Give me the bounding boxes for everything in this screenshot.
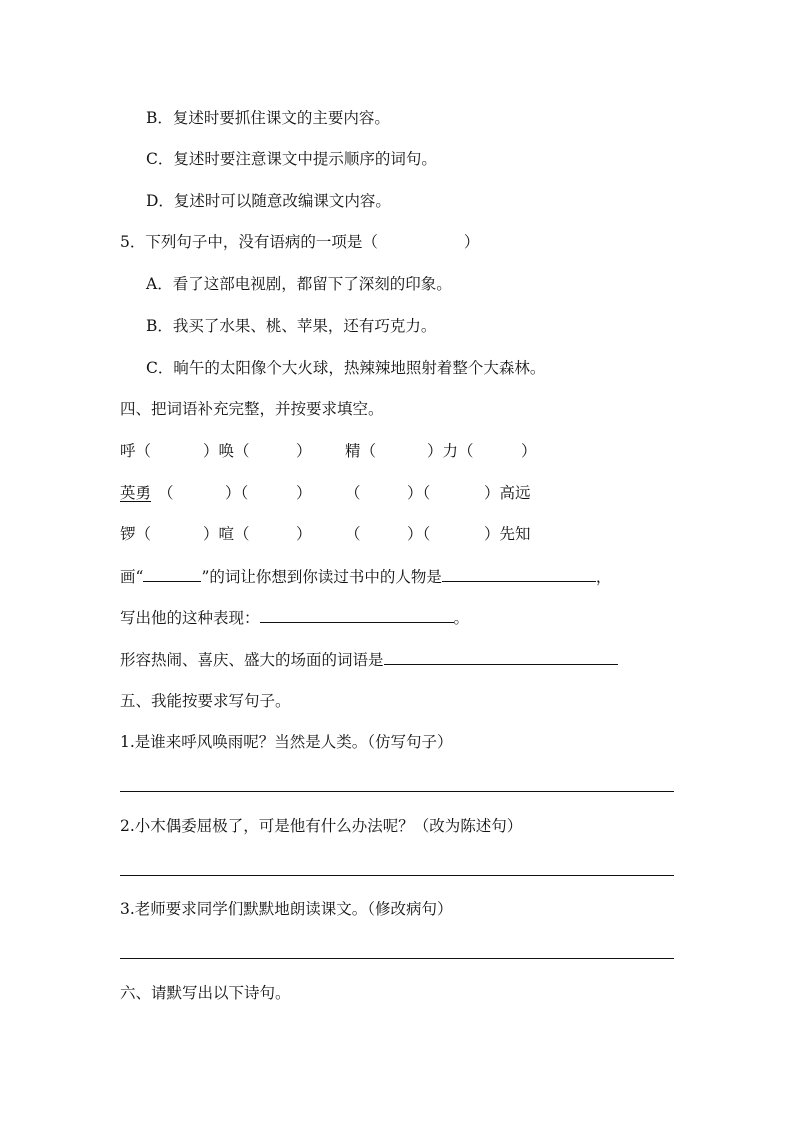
row1-cell-4: 精（ [345, 442, 377, 460]
fill-line-1 [120, 565, 611, 588]
underlined-word: 英勇 [120, 484, 152, 502]
fill-line-2 [120, 606, 469, 629]
section4-heading: 四、把词语补充完整，并按要求填空。 [120, 400, 384, 418]
section5-q2-answer-line[interactable] [120, 875, 674, 876]
q5-option-c: C．晌午的太阳像个大火球，热辣辣地照射着整个大森林。 [146, 359, 546, 377]
section5-q3-answer-line[interactable] [120, 958, 674, 959]
q4-option-b: B．复述时要抓住课文的主要内容。 [146, 109, 390, 127]
section5-q1-answer-line[interactable] [120, 791, 674, 792]
row3-cell-3: ） [296, 525, 312, 543]
row2-cell-4: （ [345, 484, 361, 502]
fill1-mid: ”的词让你想到你读过书中的人物是 [201, 568, 442, 586]
q5-stem-close: ） [463, 233, 480, 251]
fill3-prefix: 形容热闹、喜庆、盛大的场面的词语是 [120, 651, 384, 669]
section5-q1: 1.是谁来呼风唤雨呢？当然是人类。（仿写句子） [120, 733, 453, 751]
row2-cell-3: ） [296, 484, 312, 502]
row1-cell-1: 呼（ [120, 442, 152, 460]
q5-option-a: A．看了这部电视剧，都留下了深刻的印象。 [146, 275, 452, 293]
q5-stem [120, 231, 479, 253]
fill-line-3 [120, 648, 618, 671]
row1-cell-6: ） [521, 442, 537, 460]
section6-heading: 六、请默写出以下诗句。 [120, 984, 291, 1002]
row2-cell-6: ）高远 [484, 484, 531, 502]
fill1-prefix: 画“ [120, 568, 144, 586]
section5-q3: 3.老师要求同学们默默地朗读课文。（修改病句） [120, 900, 453, 918]
q4-option-c: C．复述时要注意课文中提示顺序的词句。 [146, 150, 437, 168]
fill1-blank-character[interactable] [442, 565, 596, 582]
q4-option-d: D．复述时可以随意改编课文内容。 [146, 192, 391, 210]
row1-cell-5: ）力（ [427, 442, 474, 460]
row2-cell-5: ）（ [407, 484, 431, 502]
row3-cell-4: （ [345, 525, 361, 543]
row3-cell-1: 锣（ [120, 525, 152, 543]
fill1-suffix: ， [595, 568, 612, 586]
q5-stem-text: 5．下列句子中，没有语病的一项是（ [120, 233, 378, 251]
fill2-prefix: 写出他的这种表现： [120, 609, 260, 627]
fill2-blank[interactable] [260, 606, 454, 623]
row2-cell-2: ）（ [225, 484, 249, 502]
row1-cell-2: ）唤（ [203, 442, 250, 460]
section5-q2: 2.小木偶委屈极了，可是他有什么办法呢？（改为陈述句） [120, 817, 523, 835]
fill2-suffix: 。 [453, 609, 470, 627]
row2-cell-1: （ [158, 484, 174, 502]
row3-cell-5: ）（ [407, 525, 431, 543]
fill1-blank-word[interactable] [143, 565, 201, 582]
section5-heading: 五、我能按要求写句子。 [120, 692, 291, 710]
fill3-blank[interactable] [384, 648, 618, 665]
row2-underlined-word [120, 482, 151, 504]
row3-cell-6: ）先知 [484, 525, 531, 543]
row1-cell-3: ） [296, 442, 312, 460]
q5-option-b: B．我买了水果、桃、苹果，还有巧克力。 [146, 317, 437, 335]
row3-cell-2: ）喧（ [203, 525, 250, 543]
